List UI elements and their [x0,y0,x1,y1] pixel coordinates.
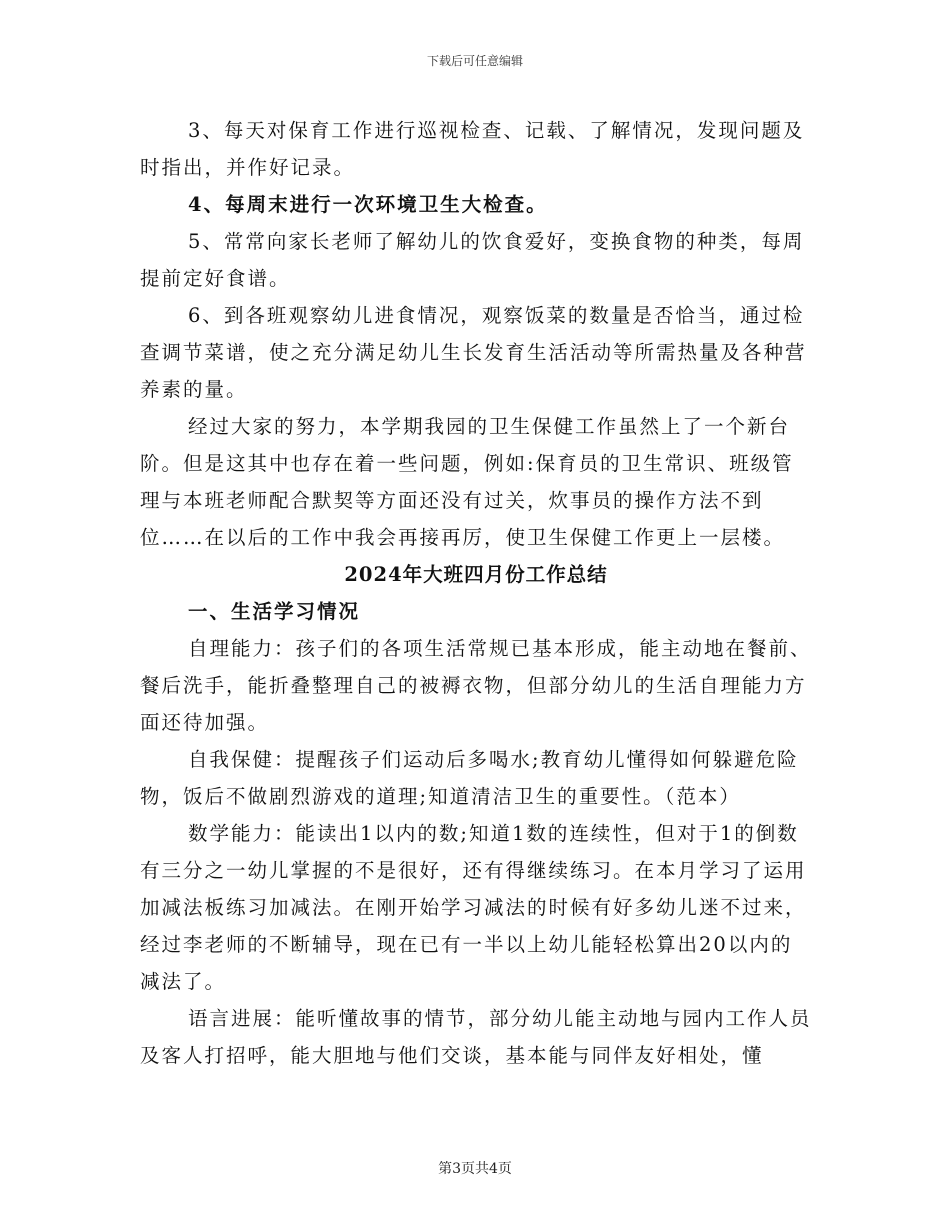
document-title: 2024年大班四月份工作总结 [344,563,608,586]
page-footer: 第3页共4页 [438,1161,512,1177]
page-header: 下载后可任意编辑 [426,54,523,68]
document-body [140,112,812,1074]
paragraph-item-4: 4、每周末进行一次环境卫生大检查。 [188,193,548,216]
paragraph-item-6: 6、到各班观察幼儿进食情况，观察饭菜的数量是否恰当，通过检查调节菜谱，使之充分满足幼儿生长发育生活活动等所需热量及各种营养素的量。 [140,304,807,401]
paragraph-self-health: 自我保健：提醒孩子们运动后多喝水;教育幼儿懂得如何躲避危险物，饭后不做剧烈游戏的道理;知道清洁卫生的重要性。（范本） [140,748,799,808]
paragraph-self-care: 自理能力：孩子们的各项生活常规已基本形成，能主动地在餐前、餐后洗手，能折叠整理自己的被褥衣物，但部分幼儿的生活自理能力方面还待加强。 [140,637,812,734]
paragraph-item-3: 3、每天对保育工作进行巡视检查、记载、了解情况，发现问题及时指出，并作好记录。 [140,119,805,179]
paragraph-item-5: 5、常常向家长老师了解幼儿的饮食爱好，变换食物的种类，每周提前定好食谱。 [140,230,805,290]
paragraph-language: 语言进展：能听懂故事的情节，部分幼儿能主动地与园内工作人员及客人打招呼，能大胆地与他们交谈，基本能与同伴友好相处，懂 [140,1007,812,1067]
paragraph-math: 数学能力：能读出1以内的数;知道1数的连续性，但对于1的倒数有三分之一幼儿掌握的不是很好，还有得继续练习。在本月学习了运用加减法板练习加减法。在刚开始学习减法的时候有好多幼儿迷不过来，经过李老师的不断辅导，现在已有一半以上幼儿能轻松算出20以内的减法了。 [140,822,807,993]
section-heading: 一、生活学习情况 [188,600,361,623]
paragraph-summary: 经过大家的努力，本学期我园的卫生保健工作虽然上了一个新台阶。但是这其中也存在着一些问题，例如:保育员的卫生常识、班级管理与本班老师配合默契等方面还没有过关，炊事员的操作方法不到位……在以后的工作中我会再接再厉，使卫生保健工作更上一层楼。 [140,415,794,549]
